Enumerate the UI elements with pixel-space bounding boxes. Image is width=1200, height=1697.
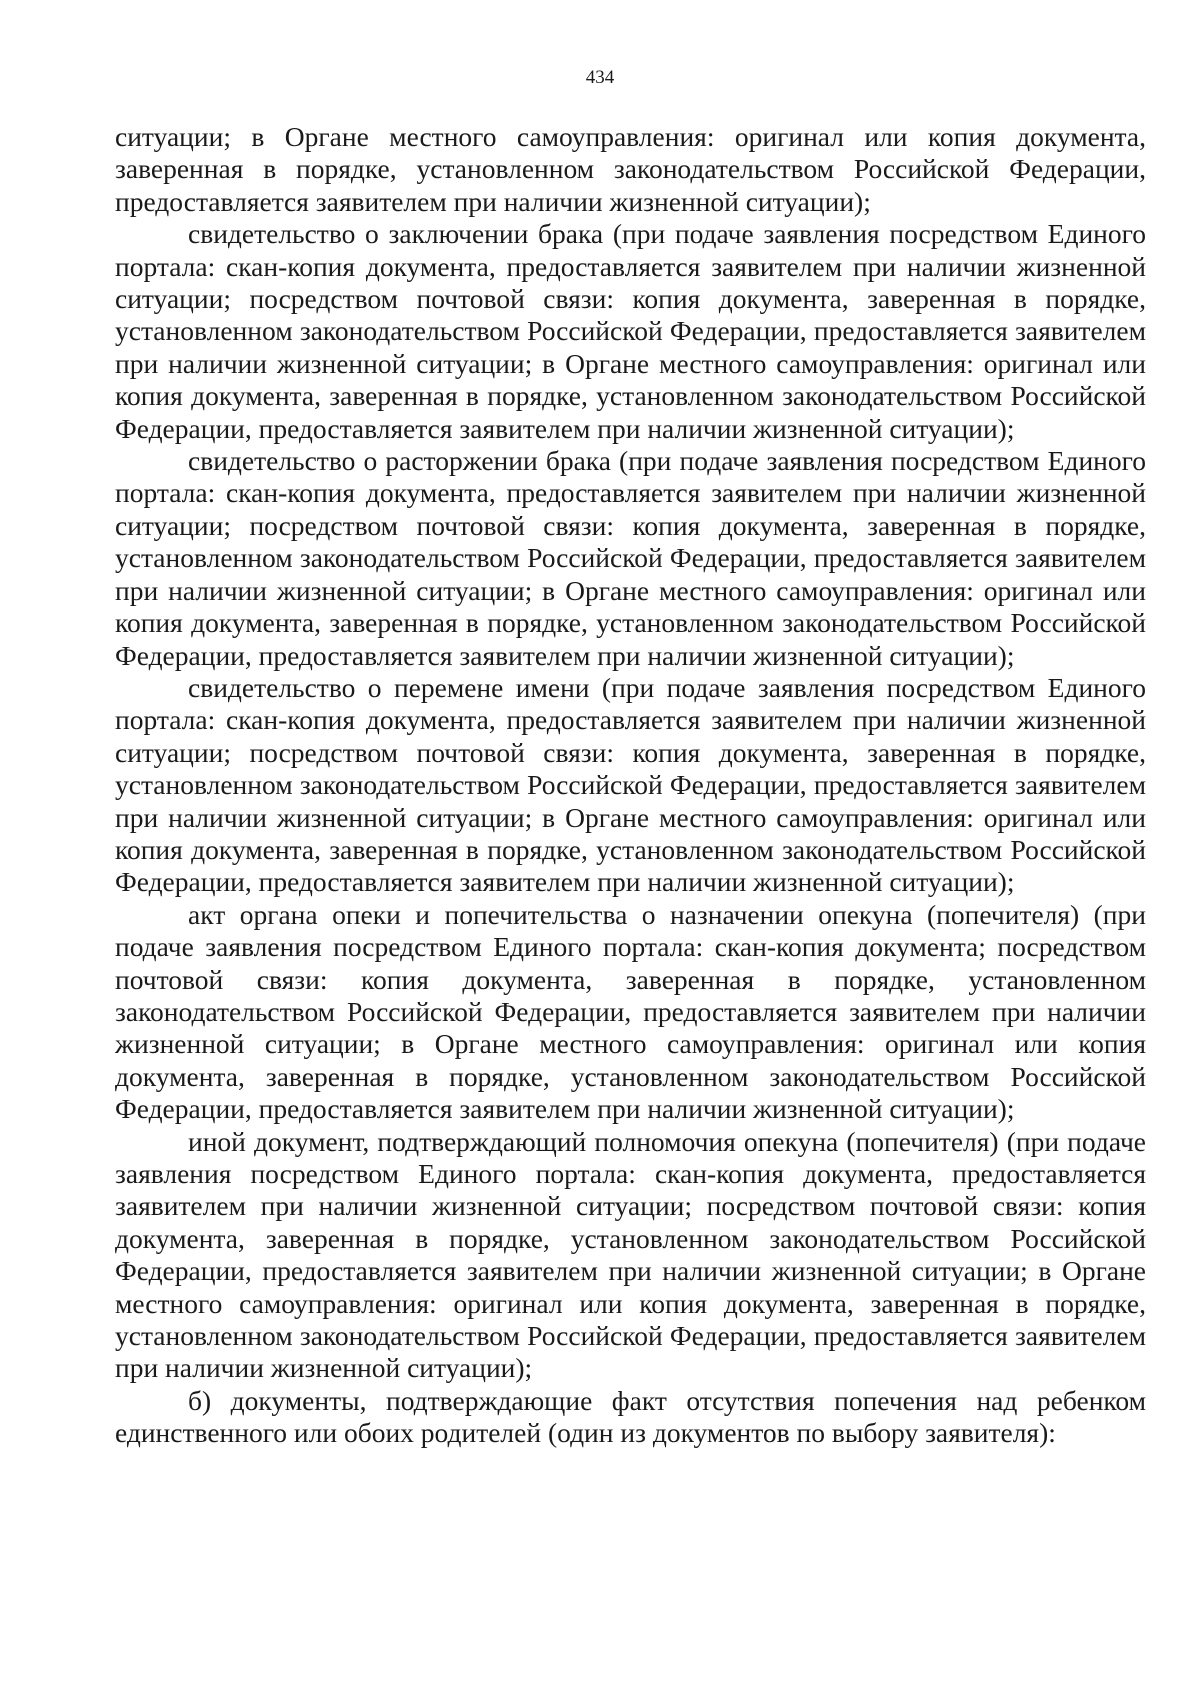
paragraph-item-b: б) документы, подтверждающие факт отсутствия попечения над ребенком единственного или обоих родителей (один из документов по выбору заявителя): (115, 1384, 1146, 1449)
paragraph-continuation: ситуации; в Органе местного самоуправления: оригинал или копия документа, заверенная в порядке, установленном законодательством Российской Федерации, предоставляется заявителем при наличии жизненной ситуации); (115, 121, 1146, 217)
paragraph-guardianship-act: акт органа опеки и попечительства о назначении опекуна (попечителя) (при подаче заявления посредством Единого портала: скан-копия документа; посредством почтовой связи: копия документа, заверенная в порядке, установленном законодательством Российской Федерации, предоставляется заявителем при наличии жизненной ситуации; в Органе местного самоуправления: оригинал или копия документа, заверенная в порядке, установленном законодательством Российской Федерации, предоставляется заявителем при наличии жизненной ситуации); (115, 898, 1146, 1125)
paragraph-marriage-certificate: свидетельство о заключении брака (при подаче заявления посредством Единого портала: скан-копия документа, предоставляется заявителем при наличии жизненной ситуации; посредством почтовой связи: копия документа, заверенная в порядке, установленном законодательством Российской Федерации, предоставляется заявителем при наличии жизненной ситуации; в Органе местного самоуправления: оригинал или копия документа, заверенная в порядке, установленном законодательством Российской Федерации, предоставляется заявителем при наличии жизненной ситуации); (115, 218, 1146, 444)
page-number: 434 (585, 67, 615, 88)
paragraph-divorce-certificate: свидетельство о расторжении брака (при подаче заявления посредством Единого портала: скан-копия документа, предоставляется заявителем при наличии жизненной ситуации; посредством почтовой связи: копия документа, заверенная в порядке, установленном законодательством Российской Федерации, предоставляется заявителем при наличии жизненной ситуации; в Органе местного самоуправления: оригинал или копия документа, заверенная в порядке, установленном законодательством Российской Федерации, предоставляется заявителем при наличии жизненной ситуации); (115, 445, 1146, 671)
paragraph-guardian-authority-document: иной документ, подтверждающий полномочия опекуна (попечителя) (при подаче заявления посредством Единого портала: скан-копия документа, предоставляется заявителем при наличии жизненной ситуации; посредством почтовой связи: копия документа, заверенная в порядке, установленном законодательством Российской Федерации, предоставляется заявителем при наличии жизненной ситуации; в Органе местного самоуправления: оригинал или копия документа, заверенная в порядке, установленном законодательством Российской Федерации, предоставляется заявителем при наличии жизненной ситуации); (115, 1125, 1146, 1384)
paragraph-name-change-certificate: свидетельство о перемене имени (при подаче заявления посредством Единого портала: скан-копия документа, предоставляется заявителем при наличии жизненной ситуации; посредством почтовой связи: копия документа, заверенная в порядке, установленном законодательством Российской Федерации, предоставляется заявителем при наличии жизненной ситуации; в Органе местного самоуправления: оригинал или копия документа, заверенная в порядке, установленном законодательством Российской Федерации, предоставляется заявителем при наличии жизненной ситуации); (115, 671, 1146, 898)
document-body (115, 121, 1146, 1450)
